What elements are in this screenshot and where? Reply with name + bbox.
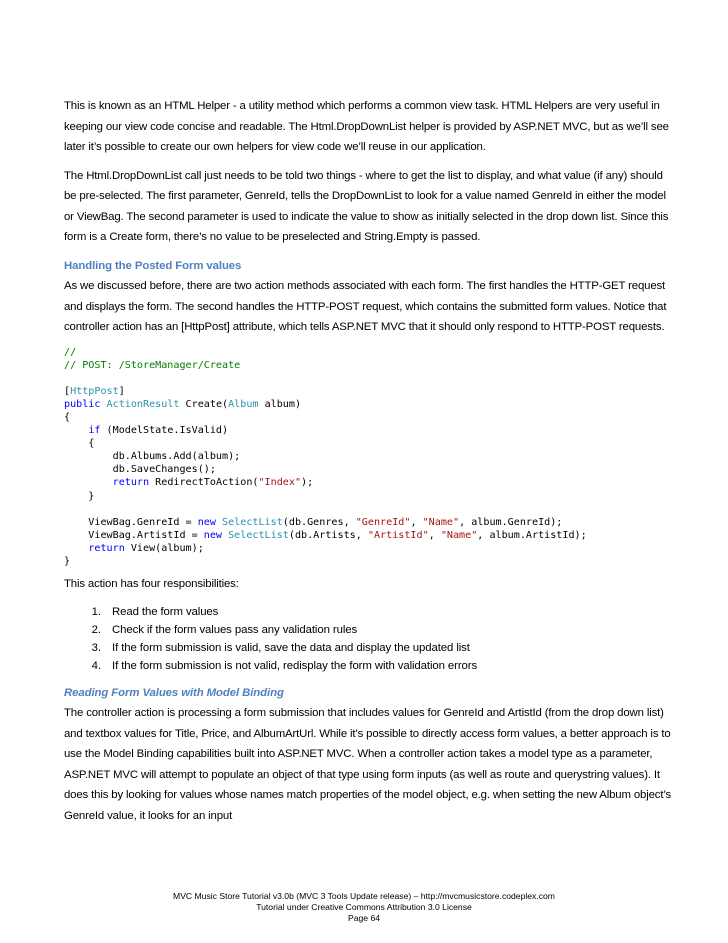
code-token: new <box>197 516 216 528</box>
code-line <box>64 490 672 503</box>
code-token: return <box>112 477 150 489</box>
code-line <box>64 398 672 411</box>
code-token: ActionResult <box>106 398 180 410</box>
code-token <box>64 477 113 488</box>
code-token: View(album); <box>124 542 204 554</box>
code-token: db.Albums.Add(album); <box>64 451 241 463</box>
code-token: SelectList <box>222 516 283 528</box>
code-token: Create( <box>179 398 229 410</box>
list-item: 4. If the form submission is not valid, redisplay the form with validation errors <box>104 657 672 675</box>
code-token: if <box>88 425 101 437</box>
list-item: 2. Check if the form values pass any validation rules <box>104 621 672 639</box>
paragraph-html-helper: This is known as an HTML Helper - a utility method which performs a common view task. HTML Helpers are very useful in keeping our view code concise and readable. The Html.DropDownList helper is provided by ASP.NET MVC, but as we’ll see later it’s possible to create our own helpers for view code we’ll reuse in our application. <box>64 100 669 153</box>
code-line <box>64 385 672 398</box>
code-token: "Name" <box>422 516 460 528</box>
code-token: return <box>88 542 125 554</box>
code-line <box>64 555 672 568</box>
heading-model-binding: Reading Form Values with Model Binding <box>64 686 284 699</box>
code-token <box>64 425 88 436</box>
code-line <box>64 437 672 450</box>
code-token: ViewBag.GenreId = <box>64 516 198 528</box>
code-line <box>64 346 672 359</box>
code-token: // <box>64 346 77 358</box>
code-token: ] <box>118 385 125 397</box>
code-token: ViewBag.ArtistId = <box>64 529 204 541</box>
code-token: , album.ArtistId); <box>477 529 587 541</box>
code-line <box>64 529 672 542</box>
code-token: , <box>428 529 441 541</box>
code-token: RedirectToAction( <box>149 477 259 489</box>
code-token: Album <box>228 398 259 410</box>
code-token: SelectList <box>228 529 289 541</box>
footer-license: Tutorial under Creative Commons Attribution 3.0 License <box>256 902 472 912</box>
code-token: album) <box>258 398 302 410</box>
code-token <box>64 543 88 554</box>
code-token: ); <box>301 477 314 489</box>
list-item: 1. Read the form values <box>104 603 672 621</box>
code-block <box>64 346 672 569</box>
code-token: "GenreId" <box>355 516 411 528</box>
code-line <box>64 424 672 437</box>
heading-handling-posted-form: Handling the Posted Form values <box>64 259 242 272</box>
code-line <box>64 516 672 529</box>
code-token: (db.Genres, <box>282 516 356 528</box>
code-token: { <box>64 438 95 450</box>
code-line <box>64 372 672 385</box>
document-page <box>64 96 672 834</box>
page-footer <box>0 891 728 924</box>
code-line <box>64 463 672 476</box>
code-token: new <box>203 529 223 541</box>
code-line <box>64 411 672 424</box>
code-token: , <box>410 516 423 528</box>
paragraph-model-binding: The controller action is processing a form submission that includes values for GenreId and ArtistId (from the drop down list) and textbox values for Title, Price, and AlbumArtUrl. While it’s possible to directly access form values, a better approach is to use the Model Binding capabilities built into ASP.NET MVC. When a controller action takes a model type as a parameter, ASP.NET MVC will attempt to populate an object of that type using form inputs (as well as route and querystring values). It does this by looking for values whose names match properties of the model object, e.g. when setting the new Album object’s GenreId value, it looks for an input <box>64 707 672 822</box>
paragraph-dropdownlist: The Html.DropDownList call just needs to be told two things - where to get the list to display, and what value (if any) should be pre-selected. The first parameter, GenreId, tells the DropDownList to look for a value named GenreId in either the model or ViewBag. The second parameter is used to indicate the value to show as initially selected in the drop down list. Since this form is a Create form, there’s no value to be preselected and String.Empty is passed. <box>64 169 669 243</box>
code-line <box>64 359 672 372</box>
code-token: { <box>64 411 71 423</box>
code-token: "Name" <box>440 529 478 541</box>
paragraph-responsibilities-intro: This action has four responsibilities: <box>64 578 239 591</box>
code-line <box>64 542 672 555</box>
code-line <box>64 503 672 516</box>
code-token: } <box>64 556 71 567</box>
code-token: HttpPost <box>70 385 119 397</box>
code-line <box>64 450 672 463</box>
code-token: } <box>64 490 95 502</box>
code-token: (ModelState.IsValid) <box>100 425 229 437</box>
responsibilities-list <box>64 603 672 675</box>
code-token: [ <box>64 385 71 397</box>
code-token: (db.Artists, <box>288 529 368 541</box>
footer-title: MVC Music Store Tutorial v3.0b (MVC 3 Tools Update release) – http://mvcmusicstore.codeplex.com <box>173 891 555 901</box>
code-token: "Index" <box>258 477 302 489</box>
code-token: , album.GenreId); <box>459 516 563 528</box>
code-token: "ArtistId" <box>367 529 429 541</box>
page-number: Page 64 <box>347 913 381 923</box>
code-token: // POST: /StoreManager/Create <box>64 359 241 371</box>
code-token: db.SaveChanges(); <box>64 464 216 476</box>
paragraph-action-methods: As we discussed before, there are two action methods associated with each form. The first handles the HTTP-GET request and displays the form. The second handles the HTTP-POST request, which contains the submitted form values. Notice that controller action has an [HttpPost] attribute, which tells ASP.NET MVC that it should only respond to HTTP-POST requests. <box>64 280 667 333</box>
code-line <box>64 476 672 489</box>
code-token: public <box>64 398 101 410</box>
list-item: 3. If the form submission is valid, save the data and display the updated list <box>104 639 672 657</box>
